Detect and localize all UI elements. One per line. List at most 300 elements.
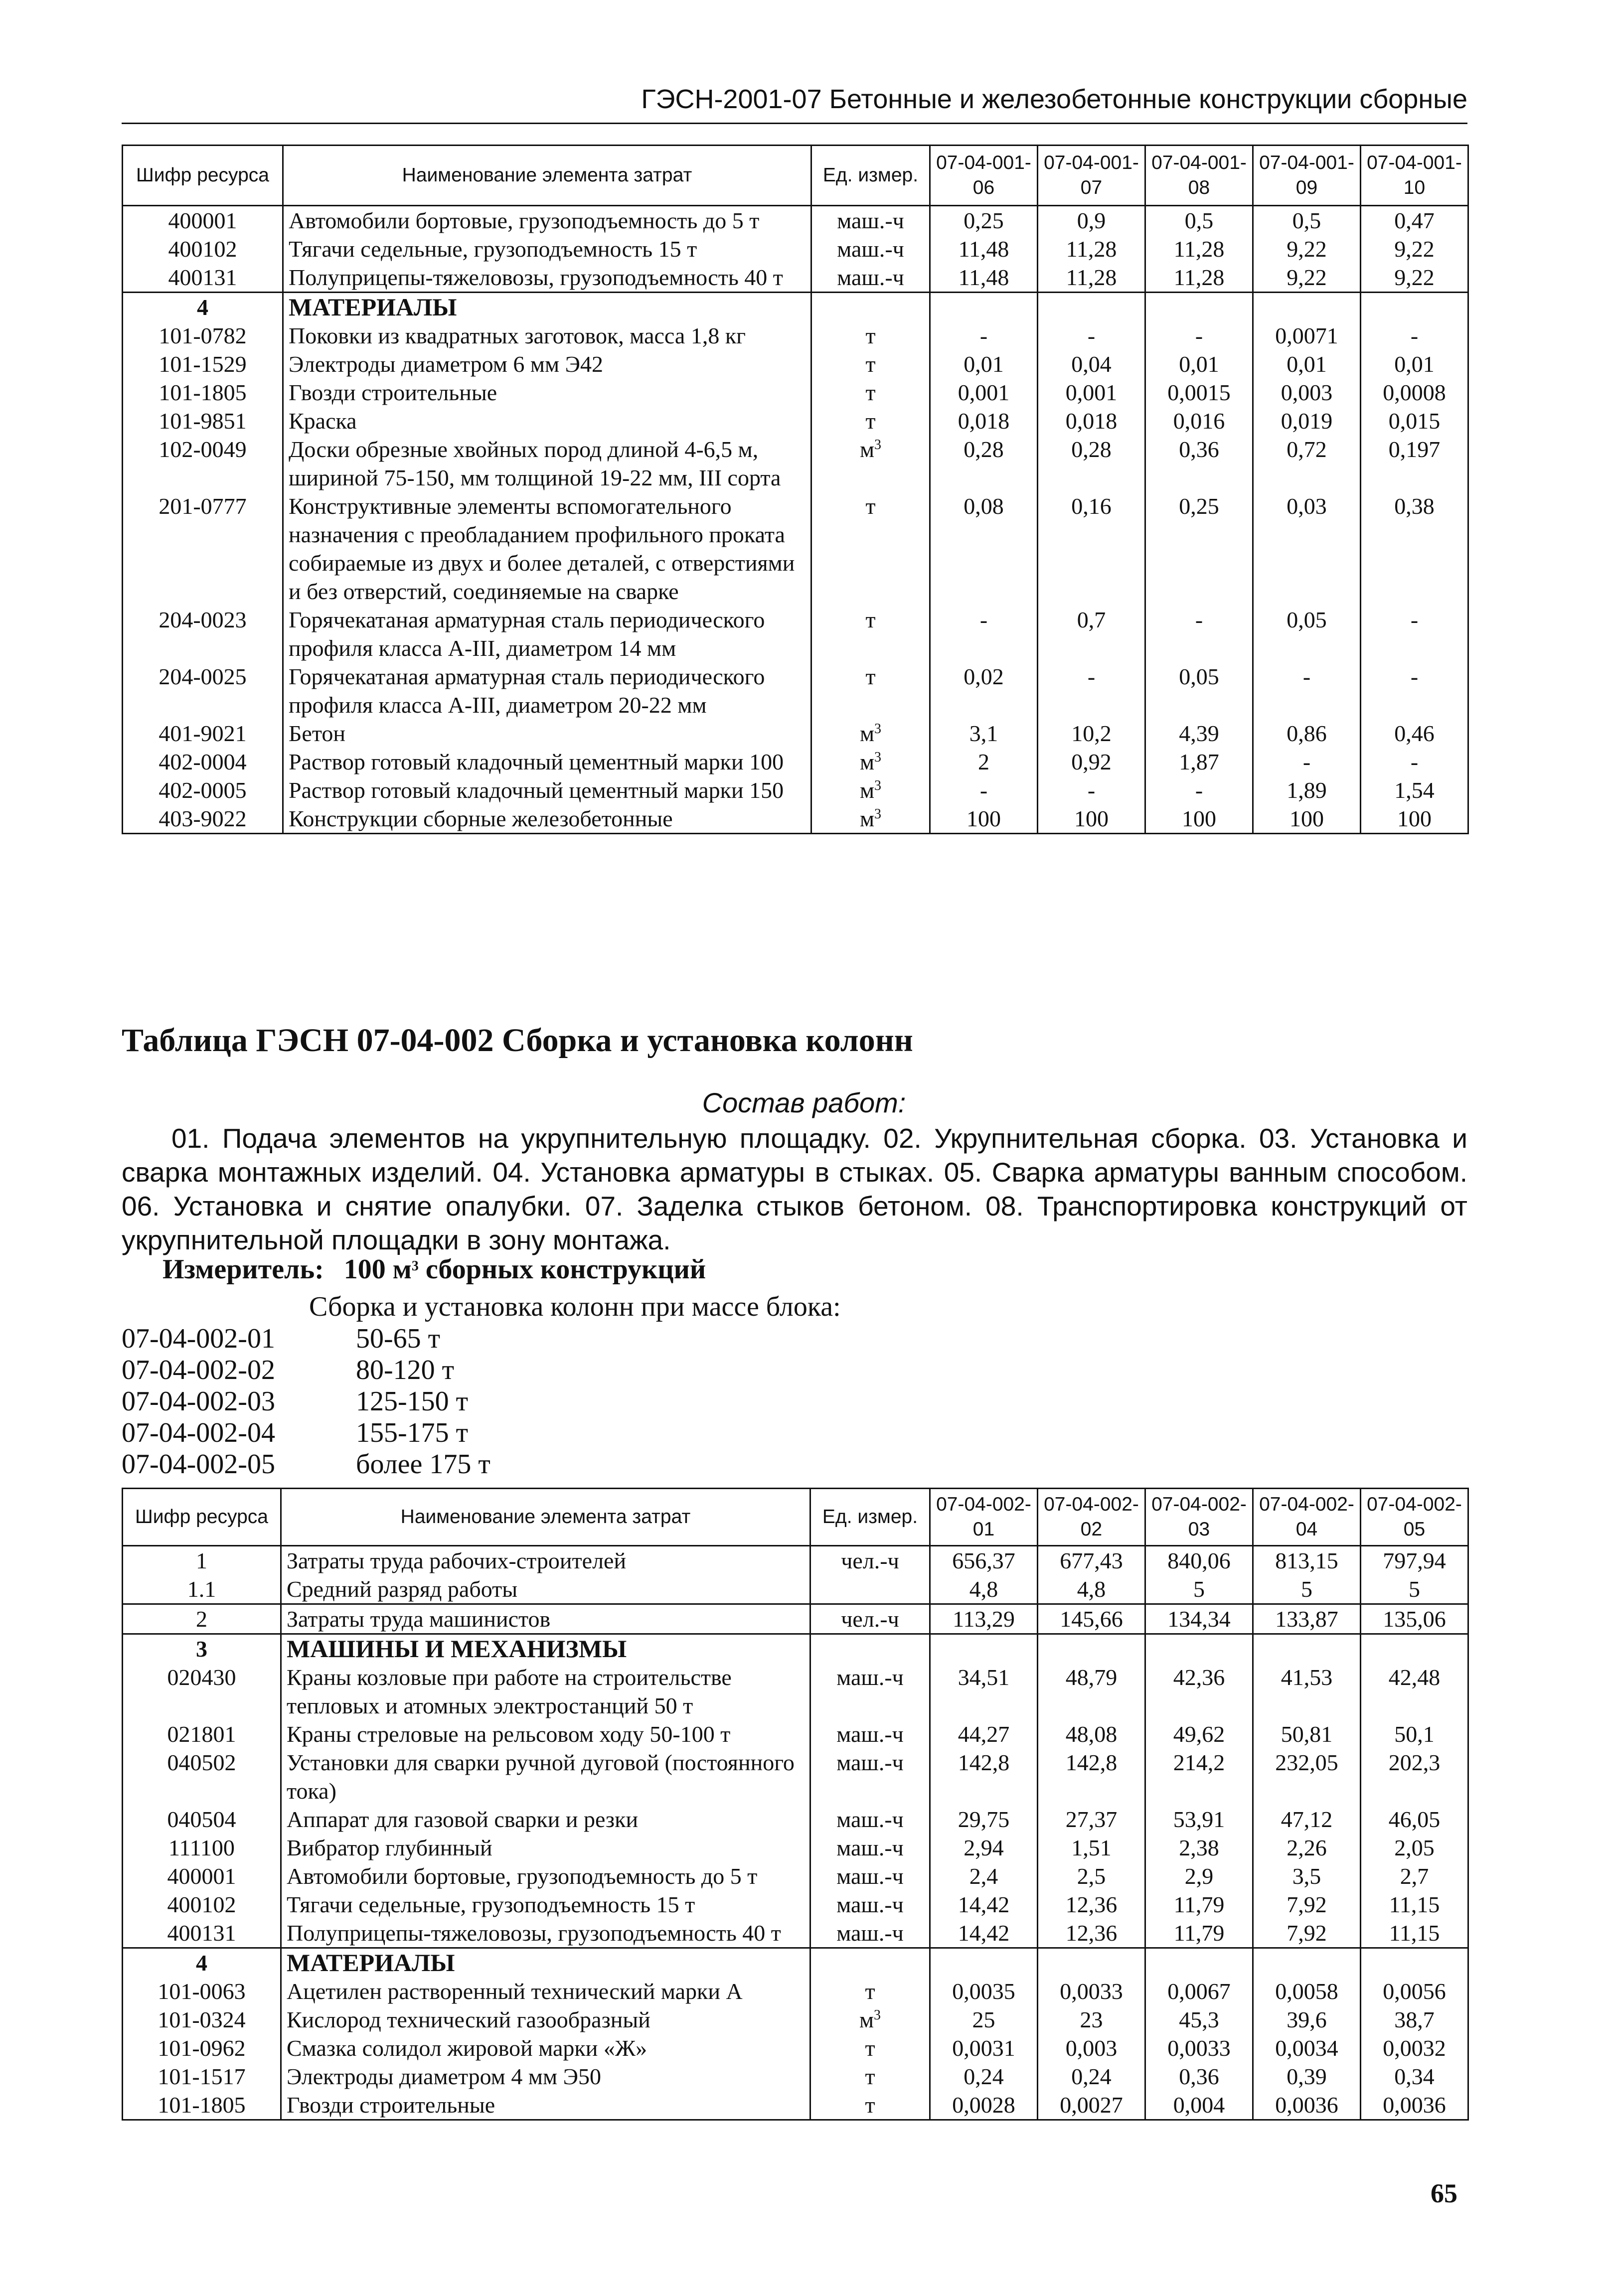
variant-code: 07-04-002-05 xyxy=(122,1449,275,1480)
unit-cell xyxy=(810,1890,930,1919)
header-norm: 07-04-001-09 xyxy=(1253,146,1361,206)
norm-value: 0,0035 xyxy=(930,1977,1038,2005)
norm-value: 113,29 xyxy=(930,1604,1038,1634)
norm-value: 677,43 xyxy=(1038,1546,1145,1575)
table-row xyxy=(123,1834,1468,1862)
norm-value: 656,37 xyxy=(930,1546,1038,1575)
unit-cell xyxy=(811,263,930,293)
norm-value: 3,1 xyxy=(930,719,1038,748)
unit-cell xyxy=(811,407,930,435)
header-norm: 07-04-002-04 xyxy=(1253,1489,1361,1546)
norm-value: 0,24 xyxy=(1038,2062,1145,2091)
norm-value: - xyxy=(1038,776,1145,804)
table-row xyxy=(123,1748,1468,1805)
norm-value: 14,42 xyxy=(930,1919,1038,1948)
variant-code: 07-04-002-03 xyxy=(122,1386,275,1417)
norm-value: 0,46 xyxy=(1361,719,1468,748)
norm-value: 0,0034 xyxy=(1253,2034,1361,2062)
unit-cell xyxy=(811,804,930,834)
unit-text: т xyxy=(865,1979,875,2004)
resource-name: Тягачи седельные, грузоподъемность 15 т xyxy=(283,235,811,263)
resource-code: 3 xyxy=(123,1634,281,1664)
variant-item xyxy=(122,1355,490,1386)
norm-value: 0,016 xyxy=(1145,407,1253,435)
norm-value: 53,91 xyxy=(1145,1805,1253,1834)
norm-value: - xyxy=(1253,748,1361,776)
resource-code: 101-1517 xyxy=(123,2062,281,2091)
unit-cell xyxy=(811,662,930,719)
resource-name: Средний разряд работы xyxy=(281,1575,810,1604)
resource-name: Кислород технический газообразный xyxy=(281,2005,810,2034)
table-row xyxy=(123,435,1468,492)
norm-value: 0,0058 xyxy=(1253,1977,1361,2005)
norm-value: 2,9 xyxy=(1145,1862,1253,1890)
norm-value: 0,03 xyxy=(1253,492,1361,606)
variants-caption: Сборка и установка колонн при массе блока: xyxy=(309,1291,841,1322)
norm-value: 44,27 xyxy=(930,1720,1038,1748)
table-row xyxy=(123,1919,1468,1948)
norm-value: - xyxy=(1361,748,1468,776)
unit-text: т xyxy=(865,351,876,377)
resource-name: Конструктивные элементы вспомогательного назначения с преобладанием профильного проката собираемые из двух и более деталей, с отверстиями и без отверстий, соединяемые на сварке xyxy=(283,492,811,606)
resource-name: Тягачи седельные, грузоподъемность 15 т xyxy=(281,1890,810,1919)
unit-cell xyxy=(811,492,930,606)
norm-value: 47,12 xyxy=(1253,1805,1361,1834)
header-norm: 07-04-001-06 xyxy=(930,146,1038,206)
unit-cell xyxy=(811,378,930,407)
norm-value: 11,79 xyxy=(1145,1890,1253,1919)
norm-value: 7,92 xyxy=(1253,1919,1361,1948)
norm-value: 5 xyxy=(1253,1575,1361,1604)
unit-text: т xyxy=(865,323,876,348)
unit-sup: 3 xyxy=(874,750,882,765)
norm-value xyxy=(1361,293,1468,322)
header-name: Наименование элемента затрат xyxy=(281,1489,810,1546)
unit-cell xyxy=(810,2034,930,2062)
norm-value: 48,08 xyxy=(1038,1720,1145,1748)
norm-value: 4,39 xyxy=(1145,719,1253,748)
norm-value: 1,51 xyxy=(1038,1834,1145,1862)
norm-value xyxy=(1145,293,1253,322)
resource-name: Краны козловые при работе на строительстве тепловых и атомных электростанций 50 т xyxy=(281,1663,810,1720)
unit-text: маш.-ч xyxy=(836,1750,904,1775)
unit-text: чел.-ч xyxy=(841,1548,899,1573)
header-norm: 07-04-001-10 xyxy=(1361,146,1468,206)
norm-value: 9,22 xyxy=(1361,263,1468,293)
unit-text: маш.-ч xyxy=(836,1665,904,1690)
norm-value: 0,0036 xyxy=(1253,2091,1361,2120)
table-row xyxy=(123,2034,1468,2062)
resource-name: Раствор готовый кладочный цементный марки 100 xyxy=(283,748,811,776)
unit-cell xyxy=(810,1546,930,1575)
norm-value xyxy=(1253,293,1361,322)
norm-value: 9,22 xyxy=(1361,235,1468,263)
composition-title: Состав работ: xyxy=(702,1087,906,1118)
resource-code: 101-0324 xyxy=(123,2005,281,2034)
norm-value: 45,3 xyxy=(1145,2005,1253,2034)
norm-value: 0,018 xyxy=(1038,407,1145,435)
norm-value xyxy=(1361,1634,1468,1664)
table-row xyxy=(123,263,1468,293)
norm-value: 5 xyxy=(1145,1575,1253,1604)
header-norm: 07-04-002-03 xyxy=(1145,1489,1253,1546)
variant-desc: 80-120 т xyxy=(356,1355,455,1385)
norm-value: 0,04 xyxy=(1038,350,1145,378)
norm-value: 797,94 xyxy=(1361,1546,1468,1575)
norm-value: 0,0033 xyxy=(1038,1977,1145,2005)
table-row xyxy=(123,2005,1468,2034)
norm-value: 0,0008 xyxy=(1361,378,1468,407)
norm-value: 0,0032 xyxy=(1361,2034,1468,2062)
norm-value: 2,05 xyxy=(1361,1834,1468,1862)
norm-value: - xyxy=(1361,662,1468,719)
variant-item xyxy=(122,1386,490,1417)
unit-text: т xyxy=(865,664,876,689)
unit-cell xyxy=(811,321,930,350)
resource-code: 020430 xyxy=(123,1663,281,1720)
norm-value: 0,01 xyxy=(1145,350,1253,378)
norm-value: 11,79 xyxy=(1145,1919,1253,1948)
norm-value: 2,38 xyxy=(1145,1834,1253,1862)
norm-value: 0,003 xyxy=(1038,2034,1145,2062)
table-header-row xyxy=(123,1489,1468,1546)
norm-value: 27,37 xyxy=(1038,1805,1145,1834)
resource-table-07-04-002 xyxy=(122,1488,1469,2121)
resource-name: Аппарат для газовой сварки и резки xyxy=(281,1805,810,1834)
unit-cell xyxy=(810,2062,930,2091)
measure-value-sup: 3 xyxy=(411,1258,419,1274)
header-name: Наименование элемента затрат xyxy=(283,146,811,206)
norm-value: 0,08 xyxy=(930,492,1038,606)
norm-value: 0,018 xyxy=(930,407,1038,435)
resource-code: 402-0004 xyxy=(123,748,283,776)
norm-value: 5 xyxy=(1361,1575,1468,1604)
norm-value: 100 xyxy=(1253,804,1361,834)
table-heading: Таблица ГЭСН 07-04-002 Сборка и установка колонн xyxy=(122,1022,913,1059)
norm-value: 11,28 xyxy=(1145,263,1253,293)
norm-value xyxy=(1038,1948,1145,1978)
norm-value: 0,02 xyxy=(930,662,1038,719)
table-row xyxy=(123,2062,1468,2091)
unit-cell xyxy=(811,748,930,776)
norm-value: 0,0036 xyxy=(1361,2091,1468,2120)
norm-value: - xyxy=(1038,321,1145,350)
norm-value: 0,197 xyxy=(1361,435,1468,492)
norm-value: 0,36 xyxy=(1145,435,1253,492)
resource-code: 400102 xyxy=(123,235,283,263)
resource-code: 400001 xyxy=(123,1862,281,1890)
variant-item xyxy=(122,1417,490,1449)
resource-name: Электроды диаметром 6 мм Э42 xyxy=(283,350,811,378)
unit-sup: 3 xyxy=(874,2007,881,2023)
unit-sup: 3 xyxy=(874,806,882,822)
norm-value: 12,36 xyxy=(1038,1919,1145,1948)
table-row xyxy=(123,1546,1468,1575)
resource-code: 204-0025 xyxy=(123,662,283,719)
table-row xyxy=(123,1862,1468,1890)
norm-value: 11,15 xyxy=(1361,1890,1468,1919)
section-row xyxy=(123,1634,1468,1664)
norm-value: 3,5 xyxy=(1253,1862,1361,1890)
resource-name: Автомобили бортовые, грузоподъемность до 5 т xyxy=(281,1862,810,1890)
resource-name: Ацетилен растворенный технический марки А xyxy=(281,1977,810,2005)
table-row xyxy=(123,206,1468,235)
unit-text: т xyxy=(865,607,876,632)
unit-text: т xyxy=(865,2064,875,2089)
norm-value: 49,62 xyxy=(1145,1720,1253,1748)
resource-code: 040504 xyxy=(123,1805,281,1834)
resource-name: Вибратор глубинный xyxy=(281,1834,810,1862)
header-norm: 07-04-001-08 xyxy=(1145,146,1253,206)
resource-code: 402-0005 xyxy=(123,776,283,804)
unit-cell xyxy=(810,1748,930,1805)
unit-sup: 3 xyxy=(874,437,882,453)
norm-value: 100 xyxy=(1361,804,1468,834)
norm-value: 0,001 xyxy=(930,378,1038,407)
unit-text: маш.-ч xyxy=(837,265,904,290)
table-row xyxy=(123,662,1468,719)
resource-code: 4 xyxy=(123,1948,281,1978)
norm-value: 0,36 xyxy=(1145,2062,1253,2091)
norm-value: - xyxy=(1145,321,1253,350)
unit-text: маш.-ч xyxy=(837,236,904,262)
variant-desc: 125-150 т xyxy=(356,1386,469,1417)
norm-value: 7,92 xyxy=(1253,1890,1361,1919)
header-code: Шифр ресурса xyxy=(123,146,283,206)
norm-value: 0,0067 xyxy=(1145,1977,1253,2005)
variant-code: 07-04-002-01 xyxy=(122,1323,275,1354)
unit-cell xyxy=(811,435,930,492)
variant-desc: 155-175 т xyxy=(356,1417,469,1448)
header-rule xyxy=(122,123,1467,124)
resource-name: Полуприцепы-тяжеловозы, грузоподъемность 40 т xyxy=(281,1919,810,1948)
resource-code: 400001 xyxy=(123,206,283,235)
norm-value: 0,01 xyxy=(1253,350,1361,378)
unit-sup: 3 xyxy=(874,778,882,793)
resource-code: 021801 xyxy=(123,1720,281,1748)
measure-value: 100 м xyxy=(343,1254,412,1285)
norm-value: 0,9 xyxy=(1038,206,1145,235)
norm-value: 0,0056 xyxy=(1361,1977,1468,2005)
resource-code: 102-0049 xyxy=(123,435,283,492)
norm-value: 133,87 xyxy=(1253,1604,1361,1634)
norm-value: 0,28 xyxy=(1038,435,1145,492)
norm-value: 38,7 xyxy=(1361,2005,1468,2034)
norm-value: 34,51 xyxy=(930,1663,1038,1720)
norm-value: 813,15 xyxy=(1253,1546,1361,1575)
header-norm: 07-04-002-01 xyxy=(930,1489,1038,1546)
resource-name: Доски обрезные хвойных пород длиной 4-6,5 м, шириной 75-150, мм толщиной 19-22 мм, III сорта xyxy=(283,435,811,492)
norm-value: 1,54 xyxy=(1361,776,1468,804)
norm-value: - xyxy=(1145,776,1253,804)
unit-text: маш.-ч xyxy=(836,1920,904,1946)
unit-cell xyxy=(811,776,930,804)
norm-value: 0,16 xyxy=(1038,492,1145,606)
table-row xyxy=(123,1604,1468,1634)
unit-text: маш.-ч xyxy=(837,208,904,233)
norm-value: 0,05 xyxy=(1253,606,1361,662)
table-row xyxy=(123,1663,1468,1720)
unit-cell xyxy=(810,2005,930,2034)
resource-name: Автомобили бортовые, грузоподъемность до 5 т xyxy=(283,206,811,235)
resource-code: 1.1 xyxy=(123,1575,281,1604)
norm-value: 1,87 xyxy=(1145,748,1253,776)
measure-label: Измеритель: xyxy=(162,1254,324,1285)
unit-text: м xyxy=(859,721,875,746)
header-unit: Ед. измер. xyxy=(811,146,930,206)
norm-value: - xyxy=(930,606,1038,662)
table-row xyxy=(123,719,1468,748)
resource-name: Краны стреловые на рельсовом ходу 50-100 т xyxy=(281,1720,810,1748)
unit-text: м xyxy=(859,806,875,831)
variant-code: 07-04-002-02 xyxy=(122,1355,275,1385)
norm-value: 142,8 xyxy=(1038,1748,1145,1805)
unit-text: т xyxy=(865,2035,875,2061)
unit-text: маш.-ч xyxy=(836,1721,904,1747)
resource-name: Краска xyxy=(283,407,811,435)
unit-cell xyxy=(810,1604,930,1634)
resource-code: 101-0962 xyxy=(123,2034,281,2062)
norm-value: 42,48 xyxy=(1361,1663,1468,1720)
unit-cell xyxy=(810,1919,930,1948)
variant-desc: более 175 т xyxy=(356,1449,490,1480)
norm-value: 0,015 xyxy=(1361,407,1468,435)
norm-value: 100 xyxy=(930,804,1038,834)
resource-code: 101-1805 xyxy=(123,378,283,407)
norm-value: 11,48 xyxy=(930,263,1038,293)
unit-text: м xyxy=(859,777,875,803)
unit-text: т xyxy=(865,2092,875,2118)
norm-value: - xyxy=(1361,606,1468,662)
resource-code: 101-0782 xyxy=(123,321,283,350)
norm-value: 10,2 xyxy=(1038,719,1145,748)
norm-value: 0,38 xyxy=(1361,492,1468,606)
unit-cell xyxy=(810,1663,930,1720)
unit-cell xyxy=(810,1948,930,1978)
norm-value: 0,05 xyxy=(1145,662,1253,719)
norm-value: 0,25 xyxy=(930,206,1038,235)
norm-value: 0,001 xyxy=(1038,378,1145,407)
unit-sup: 3 xyxy=(874,721,882,737)
norm-value: 2,7 xyxy=(1361,1862,1468,1890)
norm-value: 100 xyxy=(1145,804,1253,834)
resource-name: Гвозди строительные xyxy=(283,378,811,407)
unit-cell xyxy=(811,293,930,322)
unit-cell xyxy=(810,1834,930,1862)
norm-value: 46,05 xyxy=(1361,1805,1468,1834)
section-row xyxy=(123,293,1468,322)
unit-text: маш.-ч xyxy=(836,1863,904,1889)
norm-value: 0,24 xyxy=(930,2062,1038,2091)
resource-code: 111100 xyxy=(123,1834,281,1862)
norm-value: 135,06 xyxy=(1361,1604,1468,1634)
norm-value: 0,0027 xyxy=(1038,2091,1145,2120)
norm-value: 23 xyxy=(1038,2005,1145,2034)
table-row xyxy=(123,804,1468,834)
resource-code: 4 xyxy=(123,293,283,322)
resource-code: 403-9022 xyxy=(123,804,283,834)
header-norm: 07-04-001-07 xyxy=(1038,146,1145,206)
section-row xyxy=(123,1948,1468,1978)
table-row xyxy=(123,350,1468,378)
norm-value: 0,004 xyxy=(1145,2091,1253,2120)
norm-value xyxy=(1038,1634,1145,1664)
resource-code: 401-9021 xyxy=(123,719,283,748)
norm-value: 11,28 xyxy=(1038,263,1145,293)
resource-code: 400131 xyxy=(123,263,283,293)
unit-cell xyxy=(810,1805,930,1834)
table-row xyxy=(123,321,1468,350)
table-row xyxy=(123,1977,1468,2005)
norm-value: 0,01 xyxy=(930,350,1038,378)
norm-value: 4,8 xyxy=(930,1575,1038,1604)
norm-value: 0,003 xyxy=(1253,378,1361,407)
unit-text: чел.-ч xyxy=(841,1606,899,1632)
resource-name: Раствор готовый кладочный цементный марки 150 xyxy=(283,776,811,804)
norm-value: 0,25 xyxy=(1145,492,1253,606)
running-head: ГЭСН-2001-07 Бетонные и железобетонные конструкции сборные xyxy=(641,84,1467,114)
norm-value xyxy=(1361,1948,1468,1978)
unit-cell xyxy=(811,206,930,235)
norm-value: 29,75 xyxy=(930,1805,1038,1834)
norm-value: 50,81 xyxy=(1253,1720,1361,1748)
norm-value: 100 xyxy=(1038,804,1145,834)
norm-value: 0,7 xyxy=(1038,606,1145,662)
header-norm: 07-04-002-05 xyxy=(1361,1489,1468,1546)
norm-value: 214,2 xyxy=(1145,1748,1253,1805)
unit-text: маш.-ч xyxy=(836,1835,904,1860)
resource-code: 400102 xyxy=(123,1890,281,1919)
norm-value xyxy=(930,1948,1038,1978)
unit-cell xyxy=(810,1862,930,1890)
norm-value: 840,06 xyxy=(1145,1546,1253,1575)
resource-code: 400131 xyxy=(123,1919,281,1948)
norm-value xyxy=(930,293,1038,322)
norm-value: 0,0015 xyxy=(1145,378,1253,407)
norm-value: 0,0028 xyxy=(930,2091,1038,2120)
resource-name: Поковки из квадратных заготовок, масса 1,8 кг xyxy=(283,321,811,350)
norm-value: 50,1 xyxy=(1361,1720,1468,1748)
resource-code: 201-0777 xyxy=(123,492,283,606)
resource-name: МАШИНЫ И МЕХАНИЗМЫ xyxy=(281,1634,810,1664)
variant-item xyxy=(122,1323,490,1355)
unit-cell xyxy=(810,2091,930,2120)
norm-value xyxy=(1145,1948,1253,1978)
norm-value: 0,5 xyxy=(1253,206,1361,235)
norm-value: 14,42 xyxy=(930,1890,1038,1919)
norm-value: 11,28 xyxy=(1038,235,1145,263)
resource-name: Смазка солидол жировой марки «Ж» xyxy=(281,2034,810,2062)
table-row xyxy=(123,1805,1468,1834)
unit-text: т xyxy=(865,408,876,434)
norm-value: 1,89 xyxy=(1253,776,1361,804)
resource-code: 2 xyxy=(123,1604,281,1634)
unit-cell xyxy=(810,1634,930,1664)
norm-value: 0,0031 xyxy=(930,2034,1038,2062)
table-row xyxy=(123,235,1468,263)
resource-code: 040502 xyxy=(123,1748,281,1805)
header-unit: Ед. измер. xyxy=(810,1489,930,1546)
table-row xyxy=(123,407,1468,435)
resource-name: Затраты труда рабочих-строителей xyxy=(281,1546,810,1575)
norm-value xyxy=(1145,1634,1253,1664)
unit-text: м xyxy=(859,2007,874,2032)
unit-cell xyxy=(811,606,930,662)
norm-value: 25 xyxy=(930,2005,1038,2034)
variant-code: 07-04-002-04 xyxy=(122,1417,275,1448)
norm-value: - xyxy=(1253,662,1361,719)
resource-name: МАТЕРИАЛЫ xyxy=(281,1948,810,1978)
